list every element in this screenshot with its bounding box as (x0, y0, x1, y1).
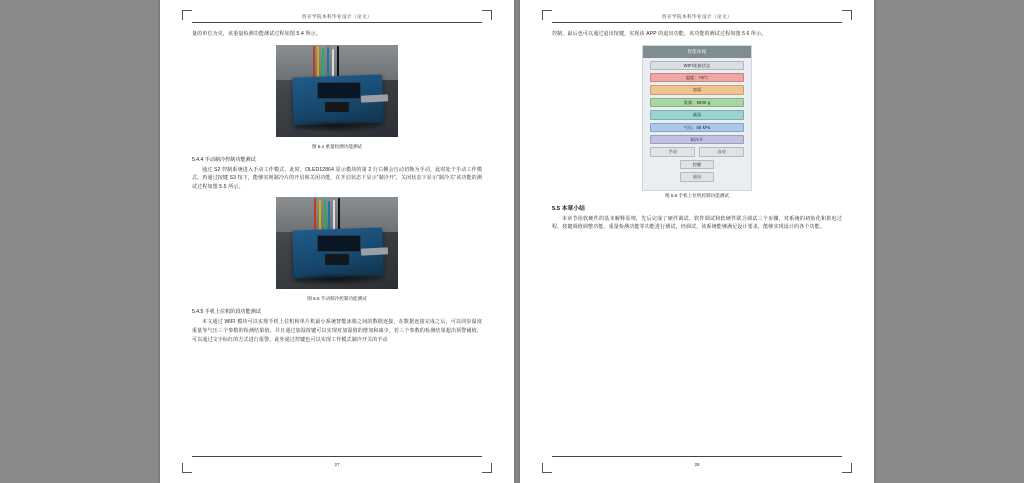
paragraph-chapter-summary: 本章节给软硬件的基本解释原则，先后完成了硬件调试、软件调试和软硬件联合调试三个步骤，对系统的初始化和供电过程、按键调值调整功能、重量检测功能等功能进行测试，经调试，该系统能够满足设计要求，能够实现设计的各个功能。 (552, 215, 842, 231)
photo-shadow (286, 120, 389, 133)
wire-blue (327, 47, 329, 76)
app-button-control[interactable]: 控键 (680, 160, 714, 169)
app-row-temperature (650, 73, 744, 82)
wire-black (338, 198, 340, 230)
crop-mark-top-right (842, 10, 852, 20)
figure-cooling-test (192, 197, 482, 302)
app-button-weight[interactable]: 重量：5000 g (650, 98, 744, 107)
page-header: 西京学院本科毕业设计（论文） (552, 14, 842, 23)
section-number: 5.4.4 (192, 156, 204, 163)
section-number: 5.4.5 (192, 309, 204, 316)
paragraph-app-exit: 控制，最后也可以通过退出按键，实现该 APP 的退出功能，该功能的测试过程如图 5.6 所示。 (552, 31, 767, 37)
wire-red (313, 46, 315, 77)
weight-test-photo (276, 45, 398, 137)
footer-rule (552, 456, 842, 457)
figure-caption-5-5: 图 5.5 手动制冷控制功能测试 (307, 296, 367, 302)
app-row-control (680, 160, 714, 169)
app-row-pressure (650, 123, 744, 132)
section-number: 5.5 (552, 205, 561, 212)
app-button-pressure[interactable]: 气压：60 kPa (650, 123, 744, 132)
app-row-exit (680, 172, 714, 181)
app-row-mode (650, 147, 744, 156)
crop-mark-top-left (182, 10, 192, 20)
app-button-exit[interactable]: 退出 (680, 172, 714, 181)
document-page-28[interactable] (520, 0, 874, 483)
figure-caption-5-6: 图 5.6 手机上位机控制功能测试 (664, 192, 730, 198)
app-row-cooling (650, 135, 744, 144)
page-number: 27 (334, 462, 340, 467)
paragraph-phone-upper-computer: 本文通过 WIFI 模块可以实现手机上位机和单片机最小系统智能冰箱之间的数据连接，在数据连接完成之后，可以同步温度重量等气压三个参数的检测结果值，并且通过加湿按键可以实现对加湿值的增加和减少，若三个参数的检测结果超出预警阈值，可以通过文字标红的方式进行报警。此外通过控键也可以实现工作模式制冷开关的手动 (192, 319, 482, 343)
figure-caption-5-4: 图 5.4 重量检测功能测试 (311, 143, 363, 149)
document-page-27[interactable] (160, 0, 514, 483)
wire-white (332, 49, 334, 77)
wire-green (324, 199, 326, 230)
app-button-dehumidify[interactable]: 减湿 (650, 110, 744, 119)
wire-red (314, 198, 316, 230)
paragraph-weight-unit: 量的单位为克，该重量检测功能测试过程如图 5.4 所示。 (192, 31, 321, 37)
figure-phone-app (552, 45, 842, 199)
section-heading-5-4-5 (192, 308, 482, 317)
page-number: 28 (694, 462, 700, 467)
oled-display (317, 82, 360, 99)
app-title-bar: 智能冰箱 (643, 46, 751, 58)
app-button-manual-mode[interactable]: 手动 (650, 147, 695, 156)
wire-black (337, 46, 339, 77)
mcu-chip (325, 254, 349, 264)
app-row-weight (650, 98, 744, 107)
app-button-temperature[interactable]: 温度：+5℃ (650, 73, 744, 82)
app-button-humidify[interactable]: 加湿 (650, 85, 744, 94)
section-heading-5-4-4 (192, 156, 482, 165)
app-button-wifi-status[interactable]: WIFI连接状态 (650, 61, 744, 70)
section-title: 手动制冷控制功能测试 (204, 156, 256, 163)
app-row-wifi (650, 61, 744, 70)
figure-weight-test (192, 45, 482, 150)
oled-display (317, 235, 360, 252)
app-button-auto-mode[interactable]: 自动 (699, 147, 744, 156)
page-header: 西京学院本科毕业设计（论文） (192, 14, 482, 23)
section-heading-5-5 (552, 205, 842, 214)
section-title: 手机上位机阶段功能测试 (204, 309, 261, 316)
footer-rule (192, 456, 482, 457)
cooling-test-photo (276, 197, 398, 289)
section-title: 本章小结 (561, 205, 585, 212)
crop-mark-top-left (542, 10, 552, 20)
phone-app-screenshot (642, 45, 752, 191)
app-button-cooling-on[interactable]: 制冷开 (650, 135, 744, 144)
wire-yellow (319, 200, 321, 230)
app-row-dehumidify (650, 110, 744, 119)
crop-mark-top-right (482, 10, 492, 20)
photo-shadow (286, 273, 389, 286)
app-row-humidify (650, 85, 744, 94)
mcu-chip (325, 102, 349, 112)
paragraph-manual-cooling: 通过 S2 控制系统进入手动工作模式，此时，OLED12864 显示模块的第 2 行右侧会自动切换为手动，此时处于手动工作模式，再通过按键 S3 按下，能够实现制冷片的开启和关闭功能，在开启状态下显示“制冷开”，关闭状态下显示“制冷关”该功能的测试过程如图 5.5 所示。 (192, 166, 482, 190)
